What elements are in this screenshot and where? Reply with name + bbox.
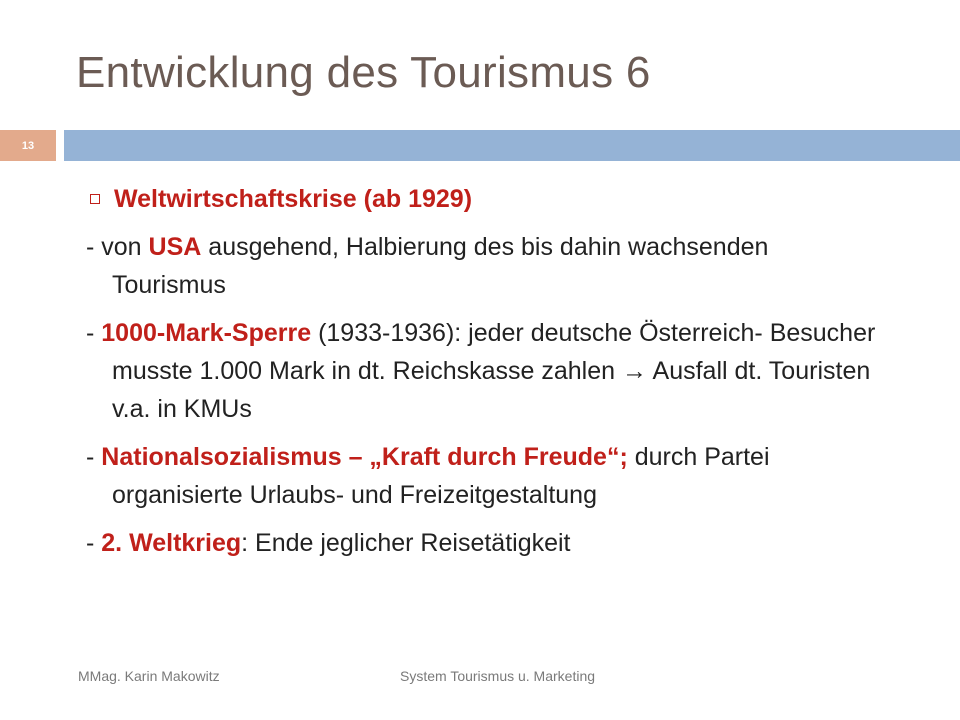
arrow-right-icon: → (621, 357, 647, 385)
dash: - (86, 529, 102, 557)
paragraph-nationalsozialismus (86, 438, 886, 514)
dash: - (86, 443, 102, 471)
paragraph-text: (1933-1936): jeder deutsche Österreich- Besucher musste 1.000 Mark in dt. Reichskasse zahlen (112, 319, 876, 385)
dash: - (86, 319, 102, 347)
paragraph-text: durch Partei organisierte Urlaubs- und Freizeitgestaltung (112, 443, 770, 509)
paragraph-text: ausgehend, Halbierung des bis dahin wachsenden Tourismus (112, 233, 769, 299)
paragraph-mark-sperre (86, 314, 886, 428)
slide-number: 13 (0, 130, 56, 161)
slide-title: Entwicklung des Tourismus 6 (76, 48, 651, 97)
bullet-heading (86, 180, 886, 218)
paragraph-text: von (101, 233, 149, 261)
dash: - (86, 233, 102, 261)
square-bullet-icon (90, 194, 100, 204)
footer-author: MMag. Karin Makowitz (78, 668, 220, 684)
header-bar (64, 130, 960, 161)
highlight-text: 2. Weltkrieg (101, 529, 242, 557)
heading-text: Weltwirtschaftskrise (ab 1929) (114, 185, 473, 213)
footer-course: System Tourismus u. Marketing (400, 668, 596, 684)
highlight-text: 1000-Mark-Sperre (101, 319, 312, 347)
highlight-text: Nationalsozialismus – „Kraft durch Freude“; (101, 443, 628, 471)
paragraph-text: : Ende jeglicher Reisetätigkeit (241, 529, 571, 557)
paragraph-text: Ausfall dt. Touristen v.a. in KMUs (112, 357, 871, 423)
paragraph-weltkrieg (86, 524, 886, 562)
slide-content (86, 180, 886, 572)
highlight-text: USA (148, 233, 202, 261)
paragraph-usa (86, 228, 886, 304)
